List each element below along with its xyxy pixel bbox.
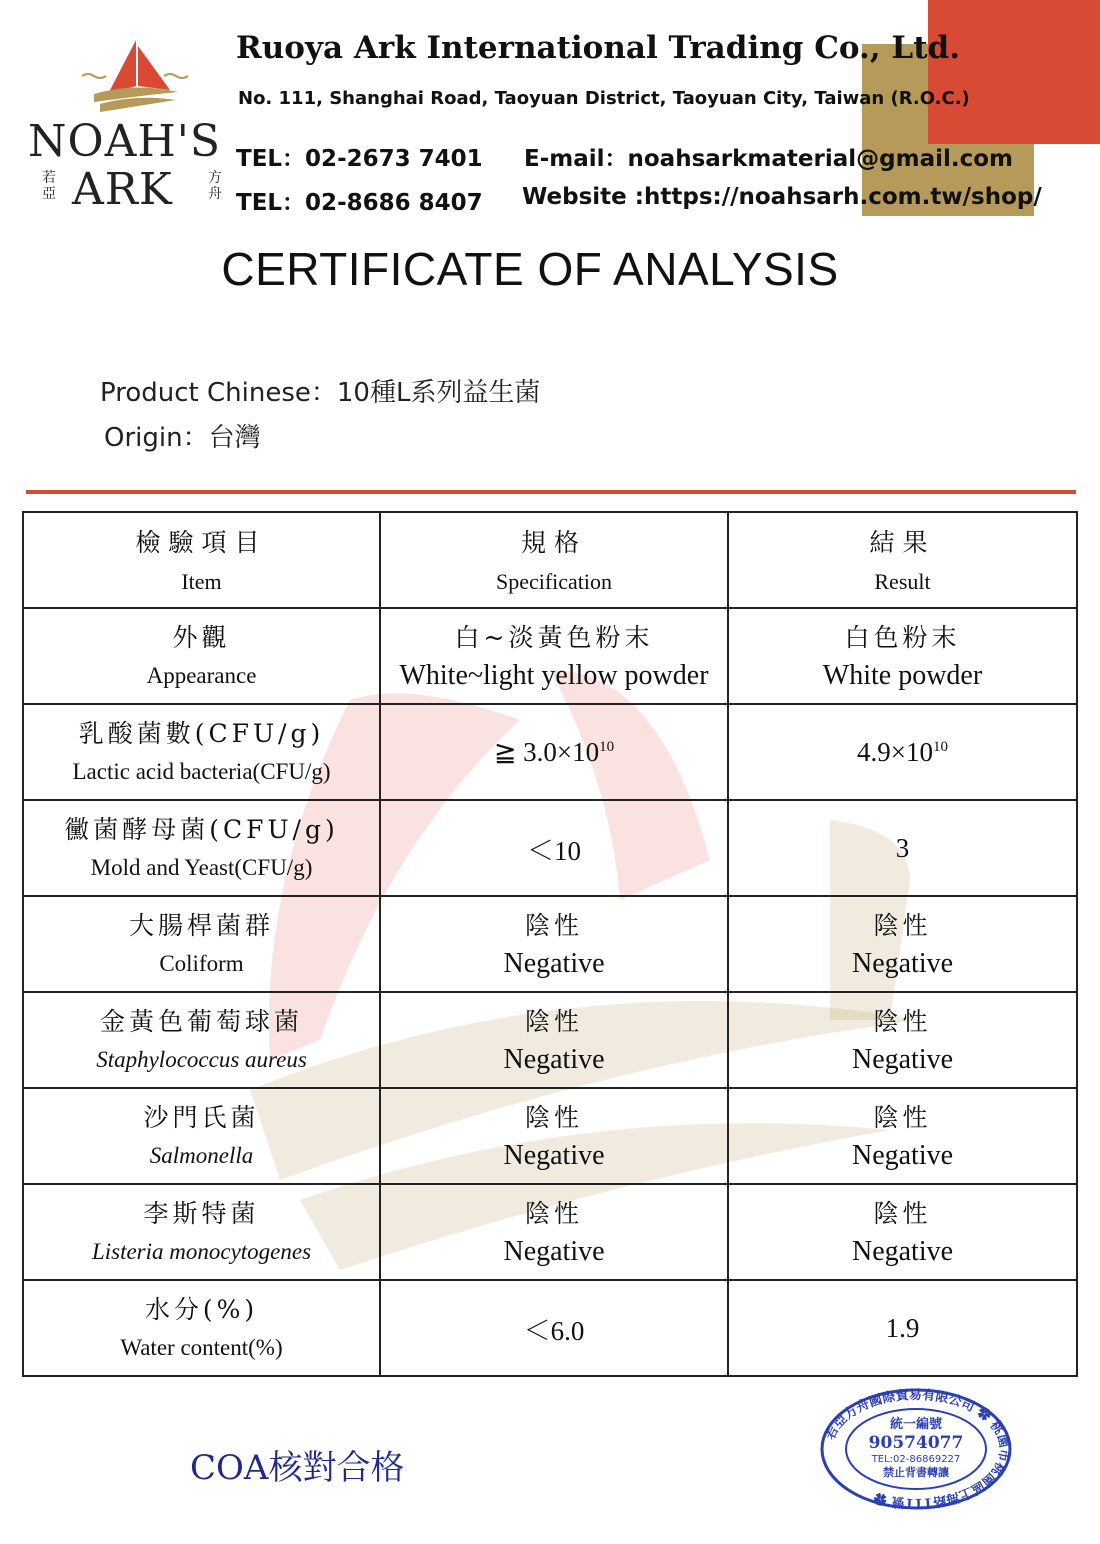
result-cell: 陰性 Negative bbox=[728, 896, 1077, 992]
header-item: 檢驗項目 Item bbox=[23, 512, 380, 608]
svg-text:禁止背書轉讓: 禁止背書轉讓 bbox=[883, 1466, 949, 1479]
item-cell: 外觀 Appearance bbox=[23, 608, 380, 704]
item-cell: 李斯特菌 Listeria monocytogenes bbox=[23, 1184, 380, 1280]
spec-cell: 陰性 Negative bbox=[380, 1088, 728, 1184]
result-cell: 1.9 bbox=[728, 1280, 1077, 1376]
company-address: No. 111, Shanghai Road, Taoyuan District, Taoyuan City, Taiwan (R.O.C.) bbox=[238, 88, 970, 109]
item-cell: 金黃色葡萄球菌 Staphylococcus aureus bbox=[23, 992, 380, 1088]
spec-cell: 陰性 Negative bbox=[380, 992, 728, 1088]
header-specification: 規格 Specification bbox=[380, 512, 728, 608]
result-cell: 白色粉末 White powder bbox=[728, 608, 1077, 704]
table-row bbox=[23, 704, 1077, 800]
item-cell: 沙門氏菌 Salmonella bbox=[23, 1088, 380, 1184]
table-row bbox=[23, 896, 1077, 992]
coa-verified-note: COA核對合格 bbox=[190, 1448, 405, 1488]
phone-1: TEL：02-2673 7401 bbox=[236, 146, 483, 172]
table-row bbox=[23, 608, 1077, 704]
company-logo bbox=[22, 36, 222, 216]
logo-chinese-right: 方舟 bbox=[208, 170, 222, 202]
item-cell: 黴菌酵母菌(CFU/g) Mold and Yeast(CFU/g) bbox=[23, 800, 380, 896]
svg-text:TEL:02-86869227: TEL:02-86869227 bbox=[871, 1454, 961, 1465]
result-cell: 陰性 Negative bbox=[728, 992, 1077, 1088]
svg-text:統一編號: 統一編號 bbox=[889, 1417, 943, 1432]
product-chinese: Product Chinese：10種L系列益生菌 bbox=[100, 378, 541, 408]
spec-exponent: 10 bbox=[599, 738, 615, 755]
table-row bbox=[23, 1280, 1077, 1376]
spec-cell: 白~淡黃色粉末 White~light yellow powder bbox=[380, 608, 728, 704]
table-header-row bbox=[23, 512, 1077, 608]
item-cell: 水分(%) Water content(%) bbox=[23, 1280, 380, 1376]
ship-logo-icon bbox=[80, 36, 190, 116]
item-cell: 乳酸菌數(CFU/g) Lactic acid bacteria(CFU/g) bbox=[23, 704, 380, 800]
result-cell: 陰性 Negative bbox=[728, 1184, 1077, 1280]
table-row bbox=[23, 800, 1077, 896]
header-divider bbox=[26, 490, 1076, 494]
table-row bbox=[23, 992, 1077, 1088]
corner-red-block bbox=[928, 0, 1100, 144]
header-result: 結果 Result bbox=[728, 512, 1077, 608]
company-seal-stamp bbox=[818, 1386, 1014, 1512]
document-title: CERTIFICATE OF ANALYSIS bbox=[221, 243, 839, 295]
result-cell bbox=[728, 704, 1077, 800]
spec-value: ≧ 3.0×10 bbox=[493, 736, 600, 767]
logo-brand-line1: NOAH'S bbox=[28, 116, 221, 167]
svg-text:90574077: 90574077 bbox=[868, 1433, 964, 1453]
email: E-mail：noahsarkmaterial@gmail.com bbox=[524, 146, 1013, 172]
logo-brand-line2: ARK bbox=[72, 164, 173, 215]
product-origin: Origin：台灣 bbox=[104, 423, 261, 453]
table-row bbox=[23, 1184, 1077, 1280]
table-row bbox=[23, 1088, 1077, 1184]
website: Website :https://noahsarh.com.tw/shop/ bbox=[522, 184, 1042, 210]
coa-table bbox=[22, 511, 1078, 1377]
spec-cell: ＜6.0 bbox=[380, 1280, 728, 1376]
result-cell: 3 bbox=[728, 800, 1077, 896]
company-name: Ruoya Ark International Trading Co., Ltd. bbox=[236, 30, 960, 66]
phone-2: TEL：02-8686 8407 bbox=[236, 190, 483, 216]
spec-cell: ＜10 bbox=[380, 800, 728, 896]
spec-cell: 陰性 Negative bbox=[380, 896, 728, 992]
result-value: 4.9×10 bbox=[857, 736, 933, 767]
logo-chinese-left: 若亞 bbox=[42, 170, 56, 202]
spec-cell: 陰性 Negative bbox=[380, 1184, 728, 1280]
result-exponent: 10 bbox=[932, 738, 948, 755]
spec-cell bbox=[380, 704, 728, 800]
svg-text:若亞方舟國際貿易有限公司 ✿ 桃園市桃園區上海路111號 ✿: 若亞方舟國際貿易有限公司 ✿ 桃園市桃園區上海路111號 ✿ bbox=[822, 1387, 1012, 1511]
result-cell: 陰性 Negative bbox=[728, 1088, 1077, 1184]
item-cell: 大腸桿菌群 Coliform bbox=[23, 896, 380, 992]
